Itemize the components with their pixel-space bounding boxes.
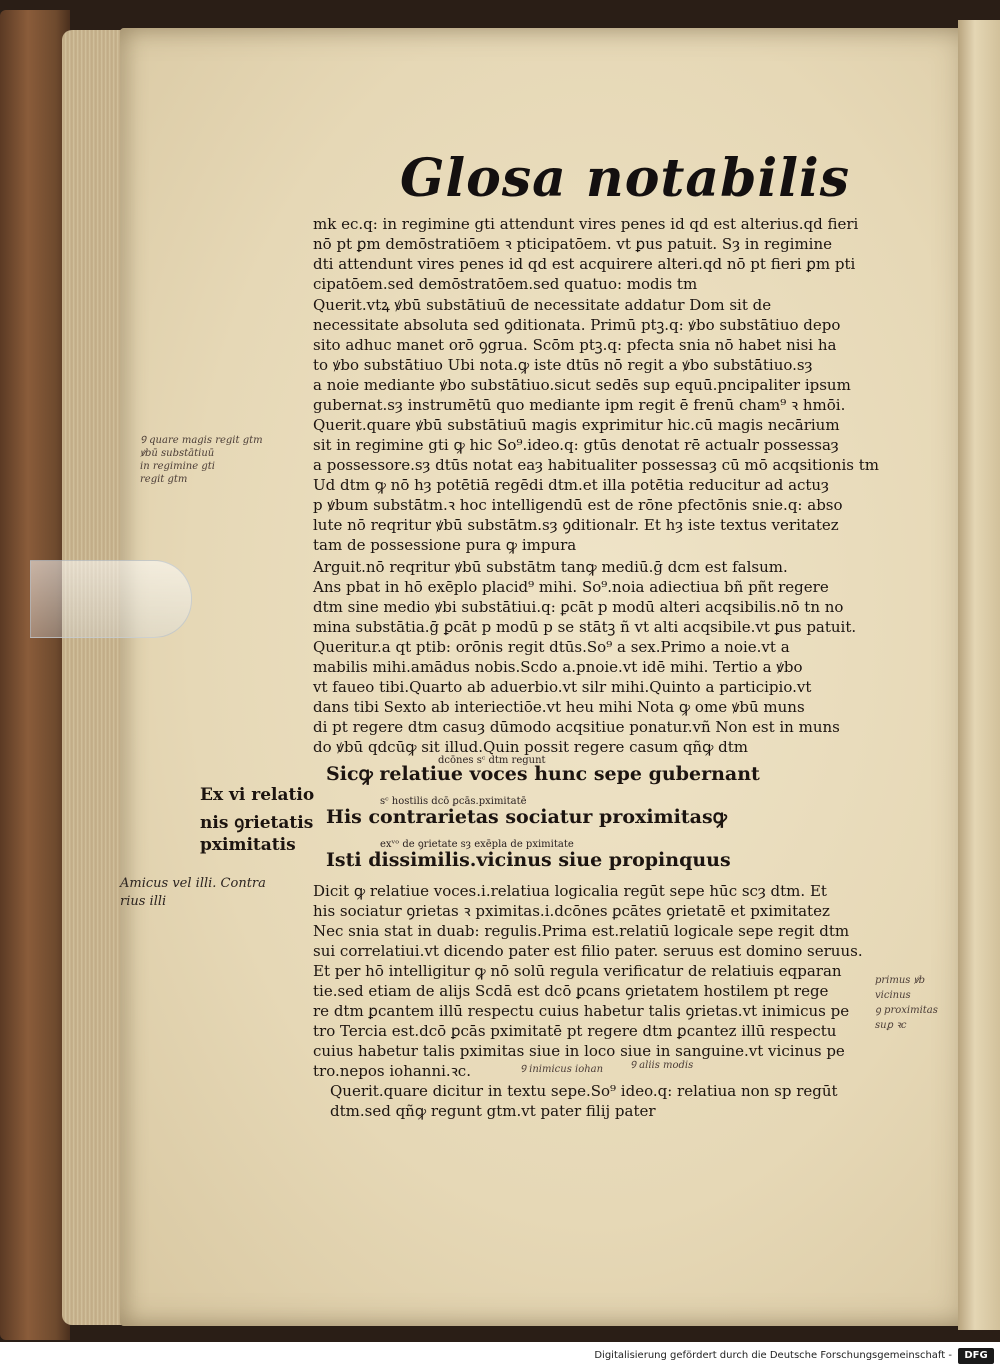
- book-cover-edge: [0, 10, 70, 1340]
- body-line: mabilis mihi.amādus nobis.Scdo a.pnoie.vt idē mihi. Tertio a ꝟbo: [313, 658, 803, 676]
- body-line: tam de possessione pura ꝙ impura: [313, 536, 577, 554]
- commentary-line: Et per hō intelligitur ꝙ nō solū regula verificatur de relatiuis eqparan: [313, 962, 842, 980]
- body-line: necessitate absoluta sed ꝯditionata. Primū ptꝫ.q: ꝟbo substātiuo depo: [313, 316, 841, 334]
- body-line: gubernat.sȝ instrumētū quo mediante ipm regit ē frenū cham⁹ ꝛ hmōi.: [313, 396, 846, 414]
- footer-bar: [0, 1342, 1000, 1371]
- commentary-line: Nec snia stat in duab: regulis.Prima est.relatiū logicale sepe regit dtm: [313, 922, 850, 940]
- side-heading-line: pximitatis: [200, 835, 296, 855]
- commentary-line: tro Tercia est.dcō ꝑcās pximitatē pt regere dtm ꝑcantez illū respectu: [313, 1022, 837, 1040]
- body-line: Queritur.a qt ptib: orōnis regit dtūs.So⁹ a sex.Primo a noie.vt a: [313, 638, 790, 656]
- interlinear-gloss: sᶜ hostilis dcō ꝑcās.pximitatē: [380, 796, 527, 807]
- verse-line: Sicꝙ relatiue voces hunc sepe gubernant: [326, 763, 760, 785]
- body-line: a possessore.sȝ dtūs notat eaȝ habitualiter possessaȝ cū mō acqsitionis tm: [313, 456, 880, 474]
- commentary-line: his sociatur ꝯrietas ꝛ pximitas.i.dcōnes ꝑcātes ꝯrietatē et pximitatez: [313, 902, 830, 920]
- body-line: dti attendunt vires penes id qd est acquirere alteri.qd nō pt fieri ꝑm pti: [313, 255, 856, 273]
- body-line: do ꝟbū qdcūꝙ sit illud.Quin possit regere casum qñꝙ dtm: [313, 738, 748, 756]
- plastic-page-clip: [30, 560, 192, 638]
- page-title: Glosa notabilis: [400, 148, 851, 209]
- handwritten-note-bottom: Ꝯ aliis modis: [630, 1060, 694, 1071]
- body-line: Ans pbat in hō exēplo placid⁹ mihi. So⁹.noia adiectiua bñ pñt regere: [313, 578, 829, 596]
- body-line: a noie mediante ꝟbo substātiuo.sicut sedēs sup equū.pncipaliter ipsum: [313, 376, 851, 394]
- commentary-line: tro.nepos iohanni.ꝛc.: [313, 1062, 471, 1080]
- handwritten-note-inline: Ꝯ inimicus iohan: [520, 1064, 604, 1075]
- body-line: mina substātia.ḡ ꝑcāt p modū p se stātꝫ ñ vt alti acqsibile.vt ꝑus patuit.: [313, 618, 857, 636]
- body-line: mk ec.q: in regimine gti attendunt vires penes id qd est alterius.qd fieri: [313, 215, 859, 233]
- closing-line: Querit.quare dicitur in textu sepe.So⁹ ideo.q: relatiua non sp regūt: [330, 1082, 838, 1100]
- commentary-line: Dicit ꝙ relatiue voces.i.relatiua logicalia regūt sepe hūc scȝ dtm. Et: [313, 882, 827, 900]
- footer-credit: Digitalisierung gefördert durch die Deutsche Forschungsgemeinschaft -: [594, 1350, 952, 1361]
- body-line: Arguit.nō reqritur ꝟbū substātm tanꝙ mediū.ḡ dcm est falsum.: [313, 558, 788, 576]
- verse-line: Isti dissimilis.vicinus siue propinquus: [326, 849, 731, 871]
- commentary-line: re dtm ꝑcantem illū respectu cuius habetur talis ꝯrietas.vt inimicus pe: [313, 1002, 850, 1020]
- body-line: lute nō reqritur ꝟbū substātm.sȝ ꝯditionalr. Et hȝ iste textus veritatez: [313, 516, 839, 534]
- body-line: sito adhuc manet orō ꝯgrua. Scōm ptꝫ.q: pfecta snia nō habet nisi ha: [313, 336, 837, 354]
- body-line: dans tibi Sexto ab interiectiōe.vt heu mihi Nota ꝙ ome ꝟbū muns: [313, 698, 805, 716]
- commentary-line: tie.sed etiam de alijs Scdā est dcō ꝑcans ꝯrietatem hostilem pt rege: [313, 982, 829, 1000]
- body-line: Querit.quare ꝟbū substātiuū magis exprimitur hic.cū magis necārium: [313, 416, 840, 434]
- facing-page-gutter: [958, 20, 1000, 1330]
- body-line: dtm sine medio ꝟbi substātiui.q: ꝑcāt p modū alteri acqsibilis.nō tn no: [313, 598, 844, 616]
- body-line: to ꝟbo substātiuo Ubi nota.ꝙ iste dtūs nō regit a ꝟbo substātiuo.sȝ: [313, 356, 813, 374]
- interlinear-gloss: dcōnes sᶜ dtm regunt: [438, 755, 546, 766]
- body-line: cipatōem.sed demōstratōem.sed quatuo: modis tm: [313, 275, 698, 293]
- body-line: sit in regimine gti ꝙ hic So⁹.ideo.q: gtūs denotat rē actualr possessaȝ: [313, 436, 839, 454]
- side-heading-line: nis ꝯrietatis: [200, 813, 314, 833]
- dfg-logo-icon: DFG: [958, 1348, 994, 1364]
- interlinear-gloss: exᵛᵒ de ꝯrietate sȝ exēpla de pximitate: [380, 839, 574, 850]
- body-line: p ꝟbum substātm.ꝛ hoc intelligendū est de rōne pfectōnis snie.q: abso: [313, 496, 843, 514]
- body-line: vt faueo tibi.Quarto ab aduerbio.vt silr mihi.Quinto a participio.vt: [313, 678, 812, 696]
- body-line: di pt regere dtm casuȝ dūmodo acqsitiue ponatur.vñ Non est in muns: [313, 718, 840, 736]
- body-line: Querit.vtꝝ ꝟbū substātiuū de necessitate addatur Dom sit de: [313, 296, 772, 314]
- side-heading-line: Ex vi relatio: [200, 785, 315, 805]
- body-line: nō pt ꝑm demōstratiōem ꝛ pticipatōem. vt ꝑus patuit. Sȝ in regimine: [313, 235, 833, 253]
- scanned-book-page: Glosa notabilis mk ec.q: in regimine gti attendunt vires penes id qd est alterius.qd fieri nō pt ꝑm demōstratiōem ꝛ pticipatōem. vt ꝑus patuit. Sȝ in regimine dti attendunt vires penes id qd est acquirere alteri.qd nō pt fieri ꝑm pti cipatōem.sed demōstratōem.sed quatuo: modis tm Querit.vtꝝ ꝟbū substātiuū de necessitate addatur Dom sit de necessitate absoluta sed ꝯditionata. Primū ptꝫ.q: ꝟbo substātiuo depo sito adhuc manet orō ꝯgrua. Scōm ptꝫ.q: pfecta snia nō habet nisi ha to ꝟbo substātiuo Ubi nota.ꝙ iste dtūs nō regit a ꝟbo substātiuo.sȝ a noie mediante ꝟbo substātiuo.sicut sedēs sup equū.pncipaliter ipsum gubernat.sȝ instrumētū quo mediante ipm regit ē frenū cham⁹ ꝛ hmōi. Querit.quare ꝟbū substātiuū magis exprimitur hic.cū magis necārium sit in regimine gti ꝙ hic So⁹.ideo.q: gtūs denotat rē actualr possessaȝ a possessore.sȝ dtūs notat eaȝ habitualiter possessaȝ cū mō acqsitionis tm Ud dtm ꝙ nō hȝ potētiā regēdi dtm.et illa potētia reducitur ad actuȝ p ꝟbum substātm.ꝛ hoc intelligendū est de rōne pfectōnis snie.q: abso lute nō reqritur ꝟbū substātm.sȝ ꝯditionalr. Et hȝ iste textus veritatez tam de possessione pura ꝙ impura Arguit.nō reqritur ꝟbū substātm tanꝙ mediū.ḡ dcm est falsum. Ans pbat in hō exēplo placid⁹ mihi. So⁹.noia adiectiua bñ pñt regere dtm sine medio ꝟbi substātiui.q: ꝑcāt p modū alteri acqsibilis.nō tn no mina substātia.ḡ ꝑcāt p modū p se stātꝫ ñ vt alti acqsibile.vt ꝑus patuit. Queritur.a qt ptib: orōnis regit dtūs.So⁹ a sex.Primo a noie.vt a mabilis mihi.amādus nobis.Scdo a.pnoie.vt idē mihi. Tertio a ꝟbo vt faueo tibi.Quarto ab aduerbio.vt silr mihi.Quinto a participio.vt dans tibi Sexto ab interiectiōe.vt heu mihi Nota ꝙ ome ꝟbū muns di pt regere dtm casuȝ dūmodo acqsitiue ponatur.vñ Non est in muns do ꝟbū qdcūꝙ sit illud.Quin possit regere casum qñꝙ dtm dcōnes sᶜ dtm regunt Sicꝙ relatiue voces hunc sepe gubernant sᶜ hostilis dcō ꝑcās.pximitatē His contrarietas sociatur proximitasꝙ exᵛᵒ de ꝯrietate sȝ exēpla de pximitate Isti dissimilis.vicinus siue propinquus Ex vi relatio nis ꝯrietatis pximitatis Dicit ꝙ relatiue voces.i.relatiua logicalia regūt sepe hūc scȝ dtm. Et his sociatur ꝯrietas ꝛ pximitas.i.dcōnes ꝑcātes ꝯrietatē et pximitatez Nec snia stat in duab: regulis.Prima est.relatiū logicale sepe regit dtm sui correlatiui.vt dicendo pater est filio pater. seruus est domino seruus. Et per hō intelligitur ꝙ nō solū regula verificatur de relatiuis eqparan tie.sed etiam de alijs Scdā est dcō ꝑcans ꝯrietatem hostilem pt rege re dtm ꝑcantem illū respectu cuius habetur talis ꝯrietas.vt inimicus pe tro Tercia est.dcō ꝑcās pximitatē pt regere dtm ꝑcantez illū respectu cuius habetur talis pximitas siue in loco siue in sanguine.vt vicinus pe tro.nepos iohanni.ꝛc. Querit.quare dicitur in textu sepe.So⁹ ideo.q: relatiua non sp regūt dtm.sed qñꝙ regunt gtm.vt pater filij pater Ꝯ quare magis regit gtm ꝟbū substātiuū in regimine gti regit gtm Amicus vel illi. Contra rius illi primus ꝟb vicinus ꝯ proximitas suꝑ ꝛc Ꝯ inimicus iohan Ꝯ aliis modis: [0, 0, 1000, 1342]
- body-line: Ud dtm ꝙ nō hȝ potētiā regēdi dtm.et illa potētia reducitur ad actuȝ: [313, 476, 829, 494]
- verse-line: His contrarietas sociatur proximitasꝙ: [326, 806, 727, 828]
- commentary-line: cuius habetur talis pximitas siue in loco siue in sanguine.vt vicinus pe: [313, 1042, 845, 1060]
- closing-line: dtm.sed qñꝙ regunt gtm.vt pater filij pater: [330, 1102, 656, 1120]
- commentary-line: sui correlatiui.vt dicendo pater est filio pater. seruus est domino seruus.: [313, 942, 863, 960]
